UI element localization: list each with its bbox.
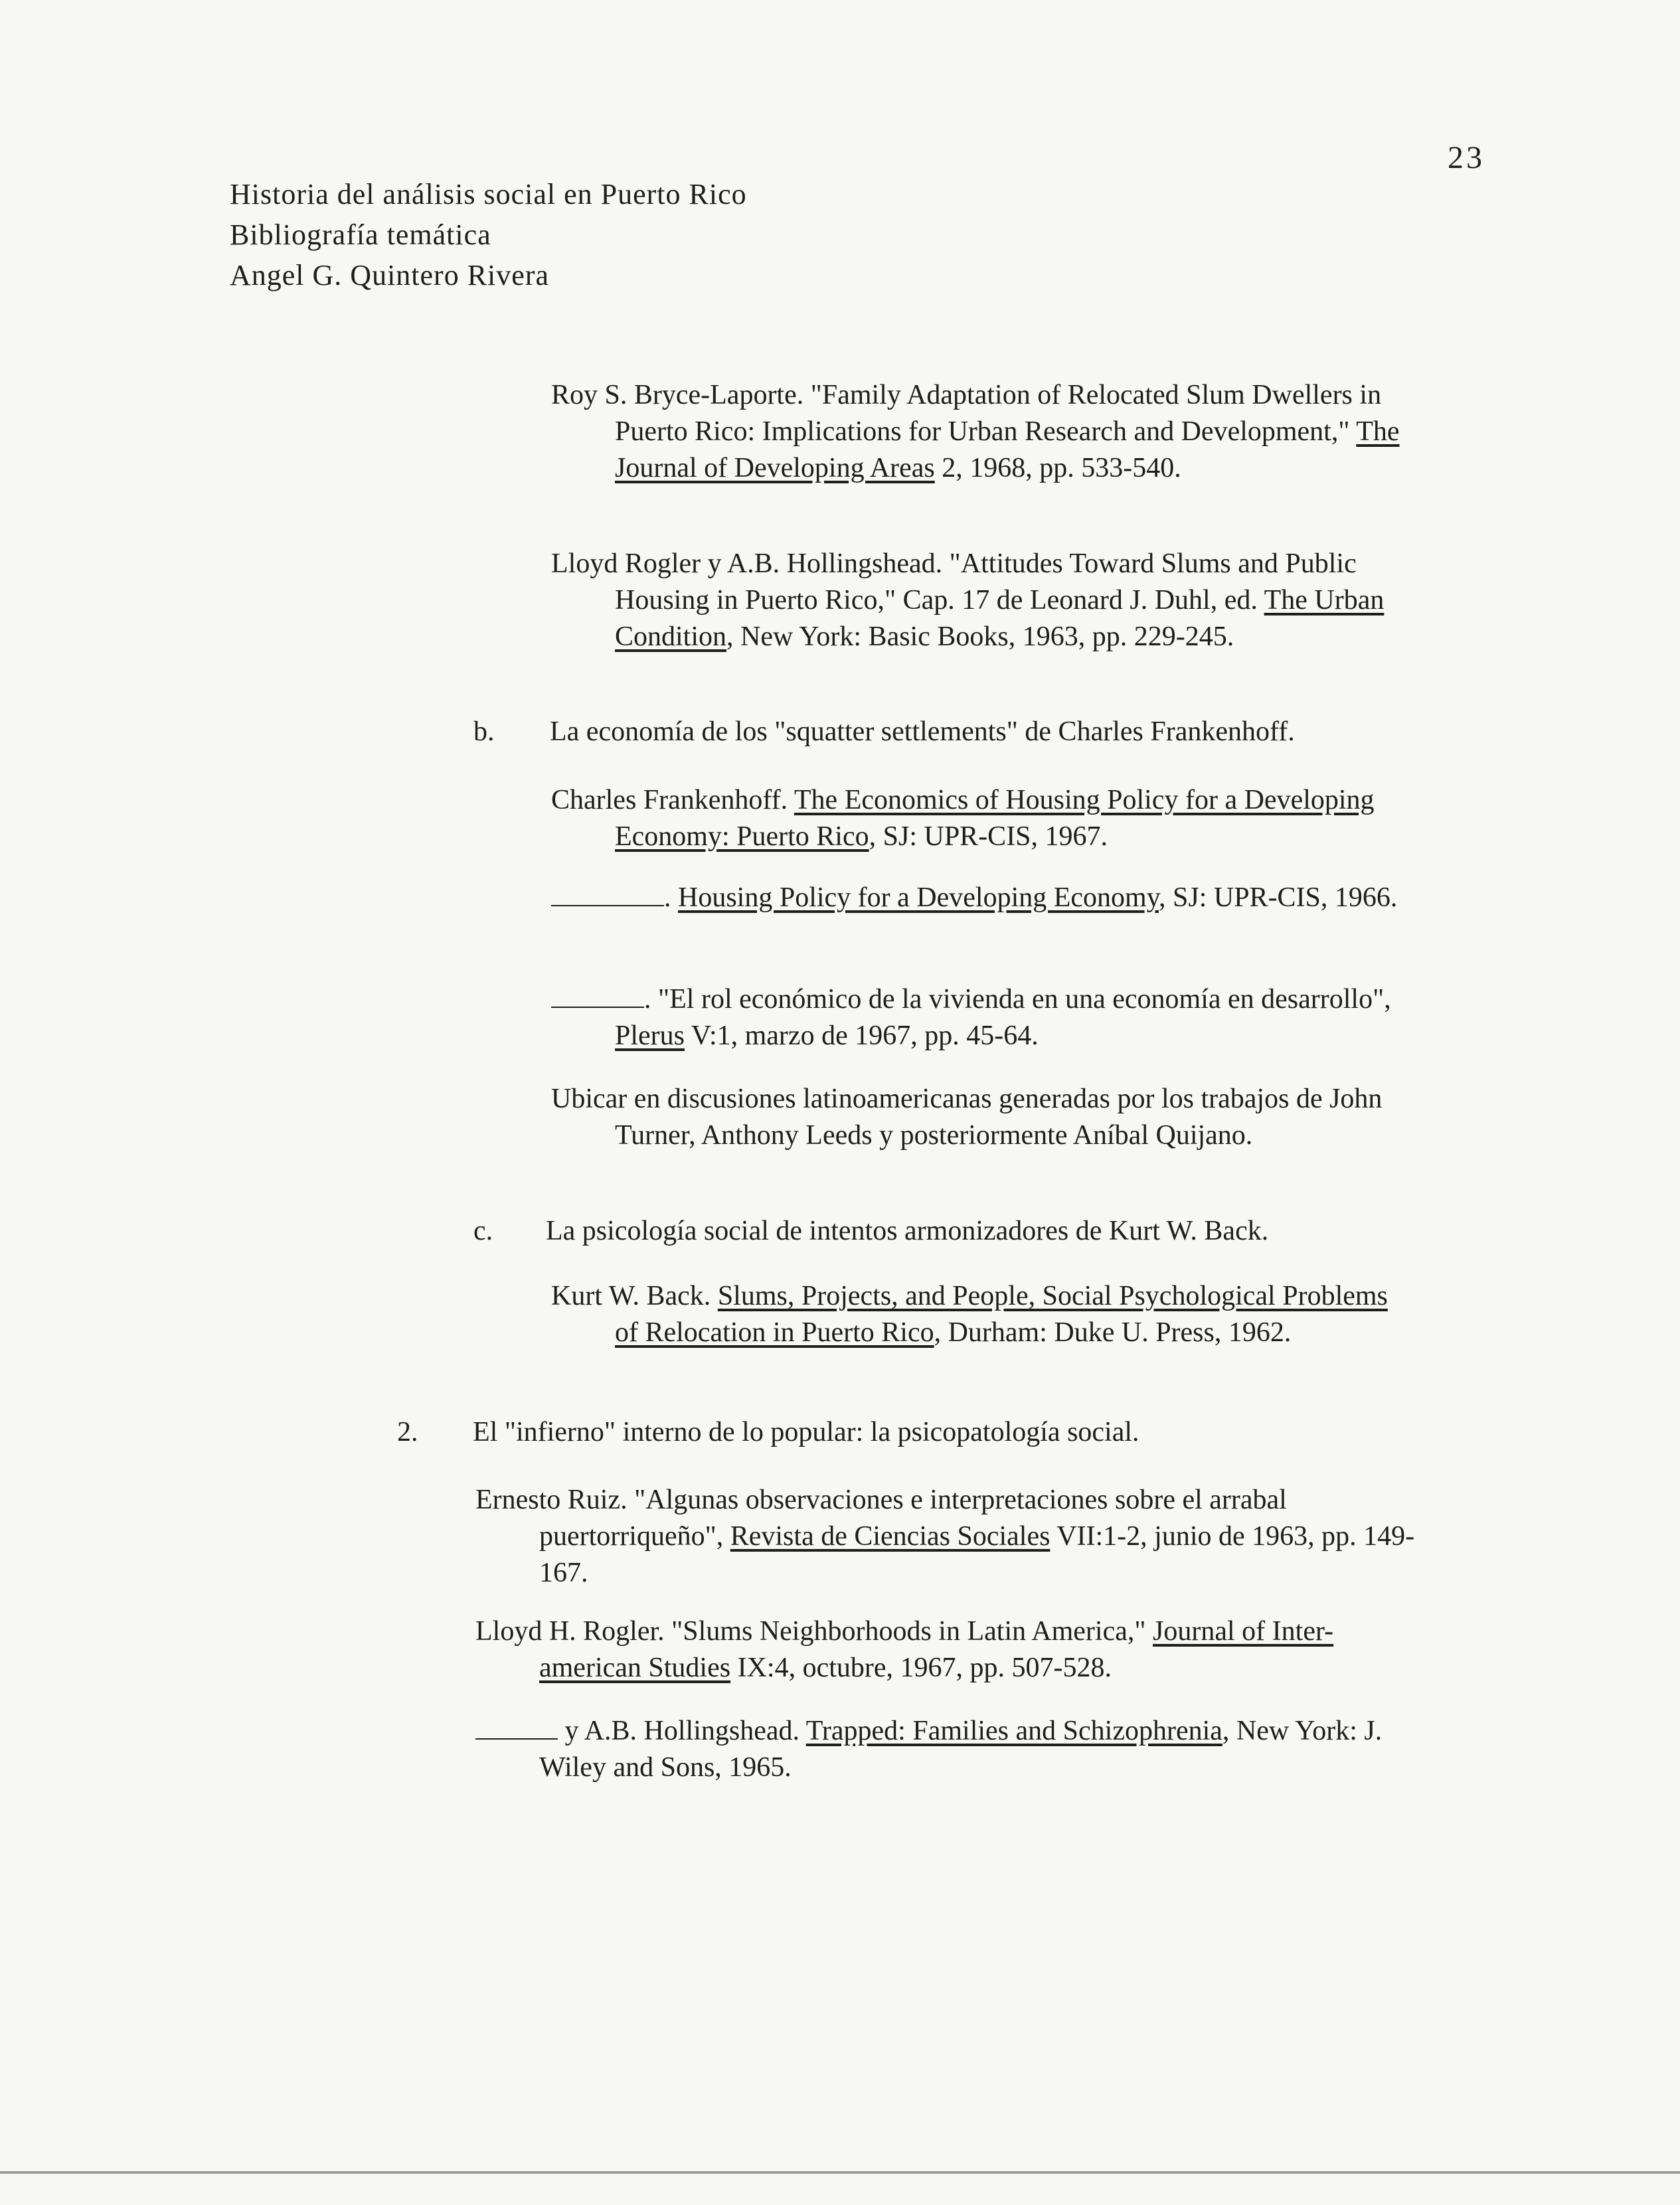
document-header (230, 174, 747, 295)
section-marker-c: c. (473, 1216, 493, 1246)
entry-title: Trapped: Families and Schizophrenia (805, 1716, 1222, 1746)
entry-title: Revista de Ciencias Sociales (730, 1521, 1050, 1552)
bibliography-entry: Roy S. Bryce-Laporte. "Family Adaptation of Relocated Slum Dwellers in Puerto Rico: Implications for Urban Research and Development," The Journal of Developing Areas 2, 1968, pp. 533-540. (551, 380, 1400, 483)
entry-title: The Economics of Housing Policy for a Developing Economy: Puerto Rico (615, 785, 1375, 852)
section-marker-b: b. (473, 716, 495, 747)
entry-title: Housing Policy for a Developing Economy (678, 882, 1159, 913)
author-repeat-dash (551, 997, 644, 1008)
page-number: 23 (1448, 140, 1485, 175)
section-heading: La psicología social de intentos armonizadores de Kurt W. Back. (546, 1216, 1269, 1246)
entry-title: The Urban Condition (615, 585, 1385, 652)
page-bottom-edge (0, 2171, 1680, 2174)
entry-title: Plerus (615, 1021, 685, 1051)
note-paragraph: Ubicar en discusiones latinoamericanas generadas por los trabajos de John Turner, Anthony Leeds y posteriormente Aníbal Quijano. (551, 1084, 1383, 1151)
bibliography-entry: Charles Frankenhoff. The Economics of Housing Policy for a Developing Economy: Puerto Rico, SJ: UPR-CIS, 1967. (551, 785, 1375, 852)
header-subtitle: Bibliografía temática (230, 218, 491, 251)
header-title: Historia del análisis social en Puerto Rico (230, 178, 747, 210)
section-heading: El "infierno" interno de lo popular: la psicopatología social. (473, 1417, 1139, 1447)
bibliography-entry: Ernesto Ruiz. "Algunas observaciones e interpretaciones sobre el arrabal puertorriqueño", Revista de Ciencias Sociales VII:1-2, junio de 1963, pp. 149-167. (475, 1485, 1415, 1588)
bibliography-entry: . "El rol económico de la vivienda en una economía en desarrollo", Plerus V:1, marzo de 1967, pp. 45-64. (615, 981, 1417, 1054)
bibliography-entry: Lloyd H. Rogler. "Slums Neighborhoods in Latin America," Journal of Inter-american Studies IX:4, octubre, 1967, pp. 507-528. (475, 1616, 1334, 1683)
entry-title: Slums, Projects, and People, Social Psychological Problems of Relocation in Puerto Rico (615, 1281, 1388, 1348)
entry-title: Journal of Inter-american Studies (539, 1616, 1334, 1683)
section-marker-2: 2. (397, 1417, 418, 1447)
bibliography-entry: y A.B. Hollingshead. Trapped: Families and Schizophrenia, New York: J. Wiley and Sons, 1965. (539, 1713, 1417, 1786)
bibliography-entry: Kurt W. Back. Slums, Projects, and People, Social Psychological Problems of Relocation in Puerto Rico, Durham: Duke U. Press, 1962. (551, 1281, 1388, 1348)
bibliography-entry: . Housing Policy for a Developing Economy, SJ: UPR-CIS, 1966. (615, 880, 1417, 916)
author-repeat-dash (475, 1729, 558, 1740)
header-author: Angel G. Quintero Rivera (230, 259, 549, 291)
section-heading: La economía de los "squatter settlements" de Charles Frankenhoff. (550, 716, 1295, 747)
author-repeat-dash (551, 896, 664, 906)
entry-title: The Journal of Developing Areas (615, 416, 1400, 483)
bibliography-entry: Lloyd Rogler y A.B. Hollingshead. "Attitudes Toward Slums and Public Housing in Puerto Rico," Cap. 17 de Leonard J. Duhl, ed. The Urban Condition, New York: Basic Books, 1963, pp. 229-245. (551, 548, 1385, 652)
